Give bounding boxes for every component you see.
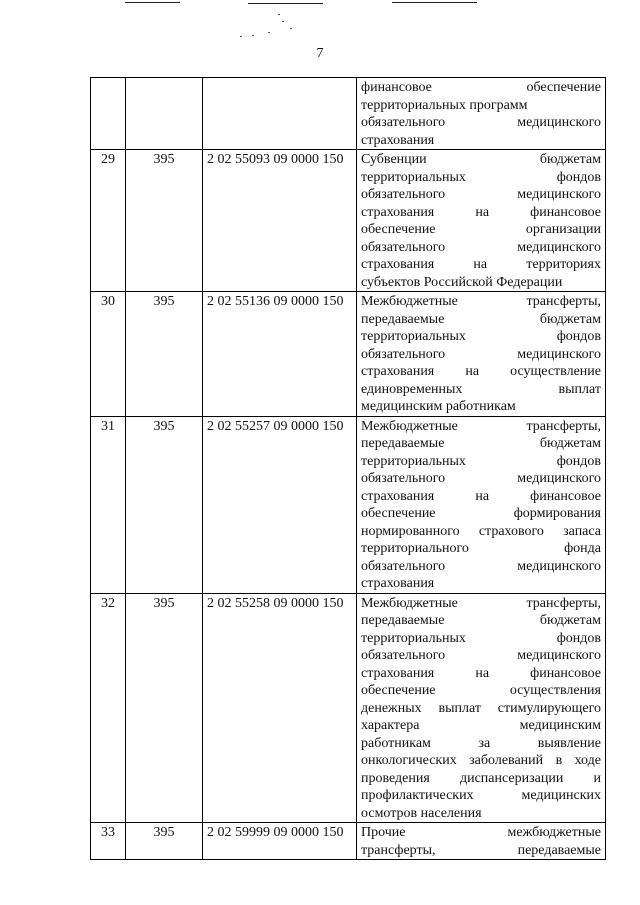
- income-name-line: страхования: [361, 132, 435, 148]
- income-name-line: обязательного медицинского: [361, 115, 601, 130]
- income-name-line: обеспечение формирования: [361, 506, 601, 521]
- table-body: [91, 78, 606, 860]
- income-name-line: единовременных выплат: [361, 381, 601, 397]
- income-name-line: обязательного медицинского: [361, 346, 601, 362]
- income-name-line: территориальных фондов: [361, 453, 601, 469]
- income-name-line: медицинским работникам: [361, 399, 516, 414]
- income-name-line: обязательного медицинского: [361, 187, 601, 202]
- income-name-line: работникам за выявление: [361, 735, 601, 751]
- income-name-line: страхования: [361, 576, 435, 591]
- income-name-line: территориальных фондов: [361, 329, 601, 344]
- income-name-line: Межбюджетные трансферты,: [361, 294, 601, 309]
- scan-artifact-line: [392, 2, 477, 3]
- income-name-line: передаваемые бюджетам: [361, 436, 601, 451]
- income-name-line: территориальных фондов: [361, 169, 601, 185]
- income-name: [357, 78, 606, 150]
- income-name-line: страхования на осуществление: [361, 364, 601, 379]
- table-row: [91, 823, 606, 860]
- row-number: 30: [91, 292, 126, 417]
- income-name-line: субъектов Российской Федерации: [361, 274, 563, 290]
- income-name-line: осмотров населения: [361, 805, 482, 821]
- admin-code: [126, 78, 203, 150]
- page-number: 7: [316, 46, 324, 61]
- income-name-line: Субвенции бюджетам: [361, 152, 601, 167]
- income-name-line: обеспечение осуществления: [361, 683, 601, 698]
- row-number: 33: [91, 823, 126, 860]
- budget-classification-code: 2 02 55093 09 0000 150: [203, 150, 357, 292]
- income-name-line: территориальных программ: [361, 97, 528, 113]
- income-name-line: трансферты, передаваемые: [361, 842, 601, 858]
- income-name-line: нормированного страхового запаса: [361, 523, 601, 539]
- income-name-line: обязательного медицинского: [361, 239, 601, 255]
- table-row: [91, 78, 606, 150]
- row-number: 32: [91, 593, 126, 823]
- income-name-line: обязательного медицинского: [361, 558, 601, 574]
- income-name-line: передаваемые бюджетам: [361, 311, 601, 327]
- budget-classification-code: 2 02 59999 09 0000 150: [203, 823, 357, 860]
- income-name-line: профилактических медицинских: [361, 788, 601, 803]
- income-name-line: обязательного медицинского: [361, 471, 601, 486]
- budget-classification-code: 2 02 55136 09 0000 150: [203, 292, 357, 417]
- scan-artifact-line: [248, 3, 323, 4]
- income-name: [357, 416, 606, 593]
- income-name-line: финансовое обеспечение: [361, 80, 601, 95]
- row-number: 29: [91, 150, 126, 292]
- admin-code: 395: [126, 292, 203, 417]
- budget-codes-table: [90, 77, 606, 860]
- income-name-line: проведения диспансеризации и: [361, 770, 601, 786]
- income-name-line: обязательного медицинского: [361, 648, 601, 663]
- table-row: [91, 292, 606, 417]
- income-name: [357, 150, 606, 292]
- admin-code: 395: [126, 416, 203, 593]
- table-row: [91, 593, 606, 823]
- income-name-line: территориального фонда: [361, 541, 601, 556]
- income-name: [357, 292, 606, 417]
- scan-artifact-line: [125, 2, 180, 3]
- table-row: [91, 416, 606, 593]
- income-name-line: передаваемые бюджетам: [361, 613, 601, 628]
- income-name-line: территориальных фондов: [361, 630, 601, 646]
- income-name-line: страхования на финансовое: [361, 204, 601, 220]
- income-name-line: Межбюджетные трансферты,: [361, 418, 601, 434]
- income-name-line: Прочие межбюджетные: [361, 825, 601, 840]
- table-row: [91, 150, 606, 292]
- admin-code: 395: [126, 823, 203, 860]
- budget-classification-code: 2 02 55258 09 0000 150: [203, 593, 357, 823]
- income-name-line: Межбюджетные трансферты,: [361, 595, 601, 611]
- income-name-line: онкологических заболеваний в ходе: [361, 753, 601, 768]
- income-name-line: обеспечение организации: [361, 222, 601, 237]
- budget-classification-code: [203, 78, 357, 150]
- income-name-line: характера медицинским: [361, 718, 601, 733]
- row-number: [91, 78, 126, 150]
- income-name: [357, 593, 606, 823]
- income-name-line: страхования на финансовое: [361, 488, 601, 504]
- income-name-line: страхования на территориях: [361, 257, 601, 272]
- admin-code: 395: [126, 150, 203, 292]
- admin-code: 395: [126, 593, 203, 823]
- income-name-line: страхования на финансовое: [361, 665, 601, 681]
- scan-artifact-specks: [230, 12, 310, 42]
- income-name: [357, 823, 606, 860]
- budget-classification-code: 2 02 55257 09 0000 150: [203, 416, 357, 593]
- row-number: 31: [91, 416, 126, 593]
- income-name-line: денежных выплат стимулирующего: [361, 700, 601, 716]
